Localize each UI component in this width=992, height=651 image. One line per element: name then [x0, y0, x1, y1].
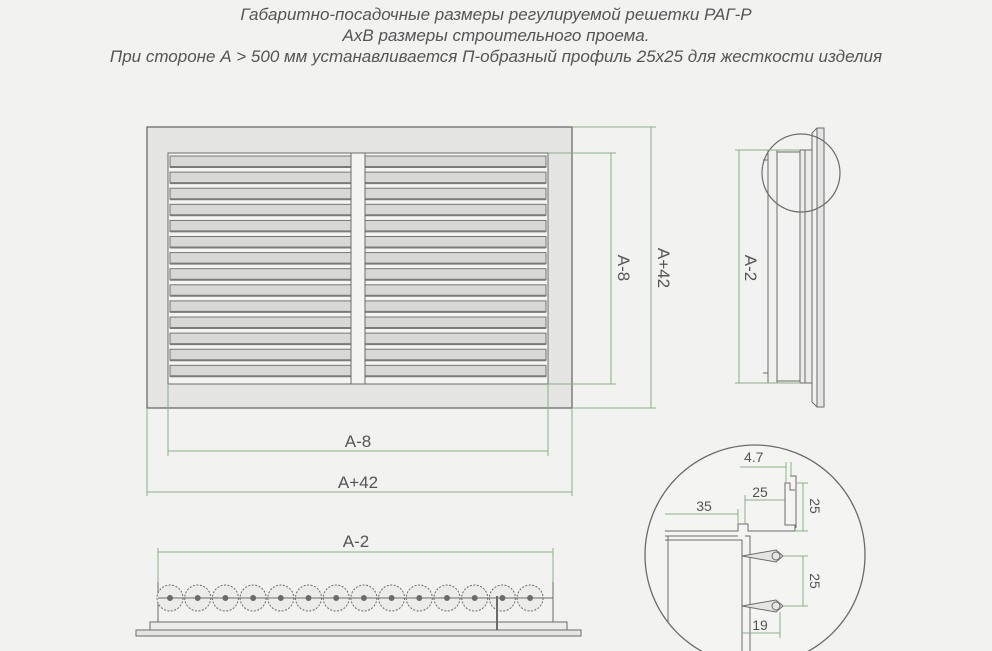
louver-slat [170, 301, 351, 312]
dim-inner-width-label: A-8 [344, 432, 372, 451]
dim-outer-width-label: A+42 [337, 473, 379, 492]
louver-slat [365, 156, 546, 167]
louver-slat [170, 156, 351, 167]
louver-slat [170, 220, 351, 231]
louver-slat [365, 333, 546, 344]
dim-outer-height [572, 127, 656, 408]
dim-25-right-mid-label: 25 [807, 573, 823, 589]
gear-row [157, 585, 553, 611]
dim-outer-height-label: A+42 [654, 247, 673, 289]
dim-bottom-width-label: A-2 [342, 532, 370, 551]
louver-slat [170, 237, 351, 248]
louver-slat [170, 349, 351, 360]
louver-slat [365, 301, 546, 312]
dim-side-height-label: A-2 [741, 254, 760, 282]
dim-25-top-label: 25 [752, 484, 768, 500]
louver-slat [170, 365, 351, 376]
dim-47-label: 4.7 [744, 449, 764, 465]
louver-slat [170, 269, 351, 280]
louver-slat [170, 285, 351, 296]
front-view [147, 127, 673, 496]
dim-19-label: 19 [752, 617, 768, 633]
louver-slat [170, 172, 351, 183]
louver-slat [170, 317, 351, 328]
louver-slat [170, 333, 351, 344]
center-divider [351, 153, 365, 384]
dim-35-label: 35 [696, 498, 712, 514]
louver-slat [365, 317, 546, 328]
louver-slat [365, 188, 546, 199]
louver-slat [365, 285, 546, 296]
louver-slat [365, 204, 546, 215]
louver-slat [365, 220, 546, 231]
caption-line-1: Габаритно-посадочные размеры регулируемой решетки РАГ-Р [240, 5, 752, 24]
side-view [762, 128, 840, 407]
caption-line-2: АхВ размеры строительного проема. [342, 26, 650, 45]
louver-slat [170, 253, 351, 264]
louver-slat [365, 365, 546, 376]
dim-inner-height-label: A-8 [614, 254, 633, 282]
louver-slat [365, 269, 546, 280]
bottom-view [136, 582, 581, 636]
dim-bottom-width [158, 548, 553, 582]
detail-view [645, 445, 865, 651]
louver-slat [170, 204, 351, 215]
louver-slat [365, 349, 546, 360]
caption-line-3: При стороне А > 500 мм устанавливается П-образный профиль 25х25 для жесткости изделия [109, 47, 883, 66]
louver-slat [365, 172, 546, 183]
louver-slat [365, 253, 546, 264]
dim-25-right-top-label: 25 [807, 498, 823, 514]
louver-slat [170, 188, 351, 199]
louver-slat [365, 237, 546, 248]
